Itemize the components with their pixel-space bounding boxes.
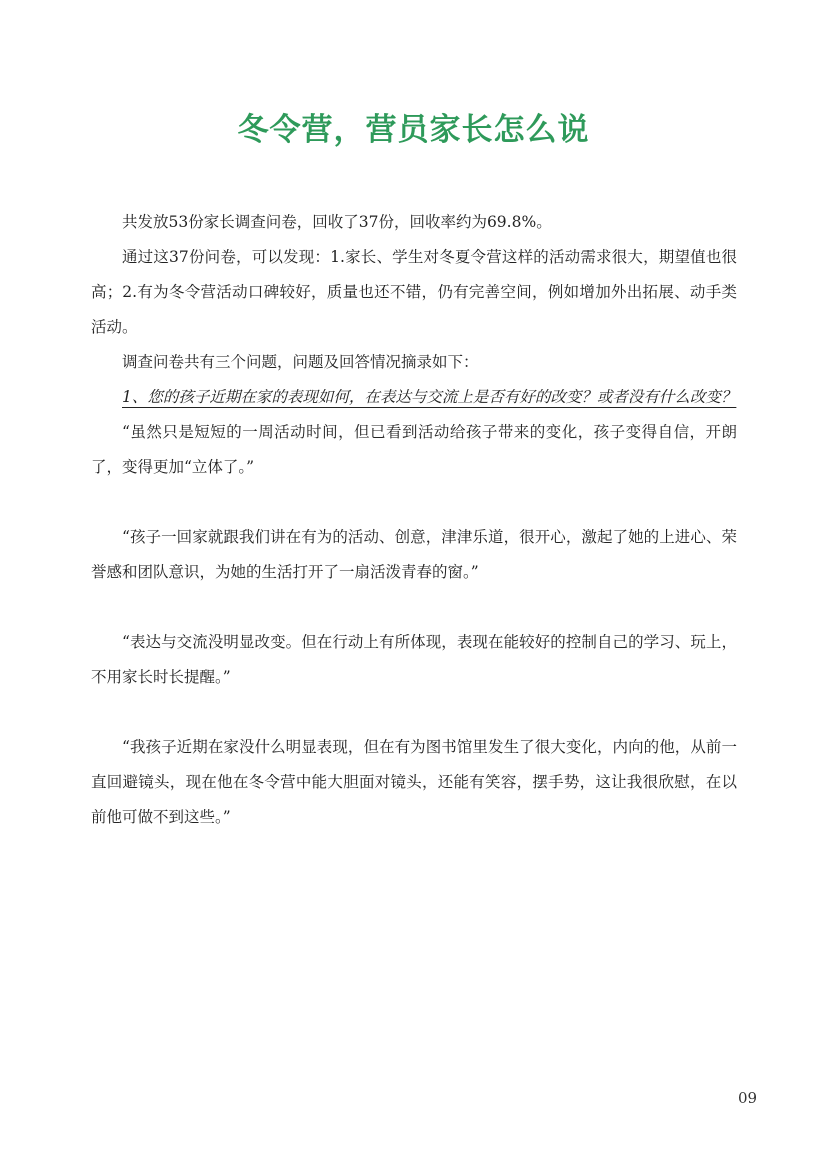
page-title: 冬令营，营员家长怎么说 bbox=[237, 112, 590, 148]
intro-paragraph: 共发放53份家长调查问卷，回收了37份，回收率约为69.8%。 bbox=[122, 213, 552, 231]
paragraph-spacer bbox=[91, 695, 737, 730]
paragraph-spacer bbox=[91, 590, 737, 625]
page-number: 09 bbox=[738, 1089, 758, 1107]
article-body bbox=[91, 205, 737, 835]
survey-question: 1、您的孩子近期在家的表现如何，在表达与交流上是否有好的改变？或者没有什么改变？ bbox=[122, 388, 737, 406]
intro-paragraph: 调查问卷共有三个问题，问题及回答情况摘录如下： bbox=[122, 353, 479, 371]
parent-answer: “表达与交流没明显改变。但在行动上有所体现，表现在能较好的控制自己的学习、玩上，不用家长时长提醒。” bbox=[91, 633, 737, 686]
intro-paragraph: 通过这37份问卷，可以发现：1.家长、学生对冬夏令营这样的活动需求很大，期望值也很高；2.有为冬令营活动口碑较好，质量也还不错，仍有完善空间，例如增加外出拓展、动手类活动。 bbox=[91, 248, 737, 336]
parent-answer: “我孩子近期在家没什么明显表现，但在有为图书馆里发生了很大变化，内向的他，从前一直回避镜头，现在他在冬令营中能大胆面对镜头，还能有笑容，摆手势，这让我很欣慰，在以前他可做不到这些。” bbox=[91, 738, 737, 826]
paragraph-spacer bbox=[91, 485, 737, 520]
parent-answer: “虽然只是短短的一周活动时间，但已看到活动给孩子带来的变化，孩子变得自信，开朗了，变得更加“立体了。” bbox=[91, 423, 737, 476]
parent-answer: “孩子一回家就跟我们讲在有为的活动、创意，津津乐道，很开心，激起了她的上进心、荣誉感和团队意识，为她的生活打开了一扇活泼青春的窗。” bbox=[91, 528, 737, 581]
